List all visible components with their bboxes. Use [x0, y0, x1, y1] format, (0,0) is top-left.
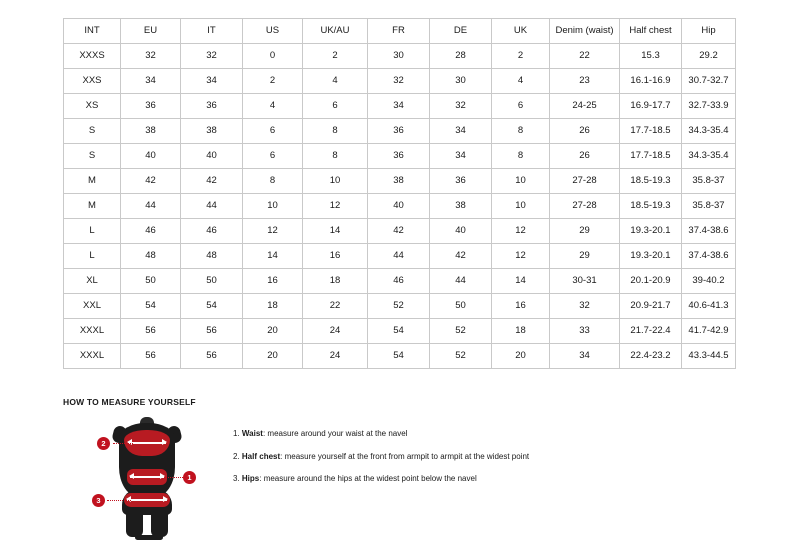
cell: 8: [492, 144, 550, 169]
half-chest-arrow-icon: [128, 439, 166, 446]
cell: 16.1-16.9: [620, 69, 682, 94]
size-chart-container: [63, 18, 735, 369]
size-chart-table: [63, 18, 736, 369]
cell: 54: [121, 294, 181, 319]
table-row: [64, 169, 736, 194]
badge-3-connector: [107, 500, 131, 502]
cell: 56: [181, 319, 243, 344]
cell: 12: [492, 244, 550, 269]
cell: 32: [121, 44, 181, 69]
cell: L: [64, 219, 121, 244]
cell: 19.3-20.1: [620, 244, 682, 269]
item-text: : measure yourself at the front from armpit to armpit at the widest point: [280, 451, 530, 461]
cell: 6: [243, 144, 303, 169]
cell: 42: [121, 169, 181, 194]
cell: 20.1-20.9: [620, 269, 682, 294]
cell: 4: [303, 69, 368, 94]
cell: 10: [492, 169, 550, 194]
how-to-measure-section: [63, 397, 798, 542]
cell: M: [64, 194, 121, 219]
cell: 50: [430, 294, 492, 319]
mannequin-leg-left: [126, 511, 143, 537]
cell: 52: [430, 319, 492, 344]
cell: 10: [492, 194, 550, 219]
cell: 23: [550, 69, 620, 94]
cell: 6: [303, 94, 368, 119]
cell: 34.3-35.4: [682, 144, 736, 169]
cell: S: [64, 119, 121, 144]
column-header: EU: [121, 19, 181, 44]
cell: 26: [550, 119, 620, 144]
cell: 34: [430, 119, 492, 144]
cell: 36: [121, 94, 181, 119]
badge-waist: 1: [183, 471, 196, 484]
cell: 38: [368, 169, 430, 194]
mannequin-stand: [135, 535, 163, 540]
cell: 38: [121, 119, 181, 144]
cell: 40.6-41.3: [682, 294, 736, 319]
cell: 2: [243, 69, 303, 94]
column-header: UK: [492, 19, 550, 44]
cell: 30.7-32.7: [682, 69, 736, 94]
cell: 14: [243, 244, 303, 269]
column-header: UK/AU: [303, 19, 368, 44]
cell: 28: [430, 44, 492, 69]
cell: 36: [368, 119, 430, 144]
cell: 35.8-37: [682, 169, 736, 194]
table-row: [64, 219, 736, 244]
cell: 18.5-19.3: [620, 194, 682, 219]
cell: 12: [303, 194, 368, 219]
cell: XL: [64, 269, 121, 294]
table-row: [64, 244, 736, 269]
cell: 32.7-33.9: [682, 94, 736, 119]
cell: 27-28: [550, 169, 620, 194]
cell: 54: [368, 344, 430, 369]
column-header: Hip: [682, 19, 736, 44]
table-row: [64, 194, 736, 219]
table-row: [64, 144, 736, 169]
list-item: [233, 429, 529, 439]
cell: 14: [492, 269, 550, 294]
cell: 4: [243, 94, 303, 119]
cell: 38: [430, 194, 492, 219]
cell: S: [64, 144, 121, 169]
cell: 22: [303, 294, 368, 319]
cell: XXXL: [64, 344, 121, 369]
cell: 44: [121, 194, 181, 219]
column-header: FR: [368, 19, 430, 44]
cell: 30-31: [550, 269, 620, 294]
badge-2-connector: [113, 443, 133, 445]
cell: 4: [492, 69, 550, 94]
list-item: [233, 474, 529, 484]
cell: 34: [430, 144, 492, 169]
cell: 35.8-37: [682, 194, 736, 219]
cell: 44: [430, 269, 492, 294]
cell: 41.7-42.9: [682, 319, 736, 344]
cell: 54: [368, 319, 430, 344]
cell: 18: [303, 269, 368, 294]
hips-arrow-icon: [127, 496, 167, 503]
cell: 44: [368, 244, 430, 269]
cell: 42: [181, 169, 243, 194]
cell: 10: [303, 169, 368, 194]
cell: 18: [492, 319, 550, 344]
table-row: [64, 44, 736, 69]
cell: 16: [243, 269, 303, 294]
cell: 56: [181, 344, 243, 369]
cell: 8: [492, 119, 550, 144]
table-row: [64, 344, 736, 369]
cell: 40: [121, 144, 181, 169]
mannequin-figure: [91, 417, 211, 542]
cell: 56: [121, 344, 181, 369]
cell: 46: [368, 269, 430, 294]
cell: 8: [303, 144, 368, 169]
cell: L: [64, 244, 121, 269]
cell: 46: [121, 219, 181, 244]
item-term: Waist: [241, 429, 263, 438]
item-text: : measure around the hips at the widest point below the navel: [259, 474, 477, 484]
cell: 40: [181, 144, 243, 169]
cell: 10: [243, 194, 303, 219]
cell: 24-25: [550, 94, 620, 119]
column-header: IT: [181, 19, 243, 44]
cell: 18: [243, 294, 303, 319]
measure-instructions-list: [233, 417, 529, 497]
cell: 18.5-19.3: [620, 169, 682, 194]
item-number: 3.: [233, 474, 240, 484]
cell: 20: [243, 319, 303, 344]
cell: 50: [181, 269, 243, 294]
cell: 29: [550, 219, 620, 244]
cell: 34: [550, 344, 620, 369]
cell: 42: [430, 244, 492, 269]
badge-hips: 3: [92, 494, 105, 507]
cell: 44: [181, 194, 243, 219]
cell: 52: [430, 344, 492, 369]
cell: 20.9-21.7: [620, 294, 682, 319]
section-title: HOW TO MEASURE YOURSELF: [63, 397, 196, 407]
cell: 20: [492, 344, 550, 369]
cell: 24: [303, 344, 368, 369]
cell: M: [64, 169, 121, 194]
cell: 32: [430, 94, 492, 119]
table-row: [64, 319, 736, 344]
badge-half-chest: 2: [97, 437, 110, 450]
item-term: Hips: [241, 474, 260, 484]
cell: 6: [492, 94, 550, 119]
cell: 54: [181, 294, 243, 319]
cell: 24: [303, 319, 368, 344]
cell: 32: [368, 69, 430, 94]
cell: 15.3: [620, 44, 682, 69]
cell: 26: [550, 144, 620, 169]
cell: 36: [368, 144, 430, 169]
cell: 2: [303, 44, 368, 69]
cell: 40: [368, 194, 430, 219]
measure-body: [63, 417, 798, 542]
cell: 40: [430, 219, 492, 244]
cell: 17.7-18.5: [620, 119, 682, 144]
cell: 33: [550, 319, 620, 344]
cell: 27-28: [550, 194, 620, 219]
cell: 48: [121, 244, 181, 269]
table-row: [64, 119, 736, 144]
cell: 12: [492, 219, 550, 244]
table-header-row: [64, 19, 736, 44]
table-row: [64, 294, 736, 319]
cell: 6: [243, 119, 303, 144]
cell: 12: [243, 219, 303, 244]
cell: 16: [492, 294, 550, 319]
table-row: [64, 269, 736, 294]
cell: 22: [550, 44, 620, 69]
column-header: Denim (waist): [550, 19, 620, 44]
cell: 34: [368, 94, 430, 119]
cell: XS: [64, 94, 121, 119]
item-term: Half chest: [241, 451, 281, 461]
mannequin-leg-right: [151, 511, 168, 537]
cell: 50: [121, 269, 181, 294]
cell: 8: [303, 119, 368, 144]
cell: 37.4-38.6: [682, 244, 736, 269]
cell: 38: [181, 119, 243, 144]
cell: 39-40.2: [682, 269, 736, 294]
cell: 37.4-38.6: [682, 219, 736, 244]
cell: 32: [181, 44, 243, 69]
cell: 32: [550, 294, 620, 319]
cell: 36: [181, 94, 243, 119]
cell: 17.7-18.5: [620, 144, 682, 169]
table-row: [64, 69, 736, 94]
cell: 29.2: [682, 44, 736, 69]
column-header: US: [243, 19, 303, 44]
cell: 30: [368, 44, 430, 69]
item-text: : measure around your waist at the navel: [262, 429, 408, 438]
cell: 16.9-17.7: [620, 94, 682, 119]
cell: XXL: [64, 294, 121, 319]
cell: 19.3-20.1: [620, 219, 682, 244]
cell: 16: [303, 244, 368, 269]
cell: 2: [492, 44, 550, 69]
cell: 14: [303, 219, 368, 244]
cell: 52: [368, 294, 430, 319]
cell: 34.3-35.4: [682, 119, 736, 144]
cell: 34: [181, 69, 243, 94]
list-item: [233, 452, 529, 462]
cell: XXS: [64, 69, 121, 94]
cell: 22.4-23.2: [620, 344, 682, 369]
table-row: [64, 94, 736, 119]
cell: 42: [368, 219, 430, 244]
cell: XXXL: [64, 319, 121, 344]
cell: 29: [550, 244, 620, 269]
cell: 48: [181, 244, 243, 269]
cell: 0: [243, 44, 303, 69]
column-header: Half chest: [620, 19, 682, 44]
cell: 43.3-44.5: [682, 344, 736, 369]
column-header: DE: [430, 19, 492, 44]
cell: XXXS: [64, 44, 121, 69]
cell: 20: [243, 344, 303, 369]
cell: 36: [430, 169, 492, 194]
item-number: 2.: [233, 451, 240, 461]
cell: 21.7-22.4: [620, 319, 682, 344]
column-header: INT: [64, 19, 121, 44]
cell: 30: [430, 69, 492, 94]
cell: 34: [121, 69, 181, 94]
item-number: 1.: [233, 429, 240, 438]
cell: 8: [243, 169, 303, 194]
cell: 56: [121, 319, 181, 344]
cell: 46: [181, 219, 243, 244]
waist-arrow-icon: [130, 473, 164, 480]
